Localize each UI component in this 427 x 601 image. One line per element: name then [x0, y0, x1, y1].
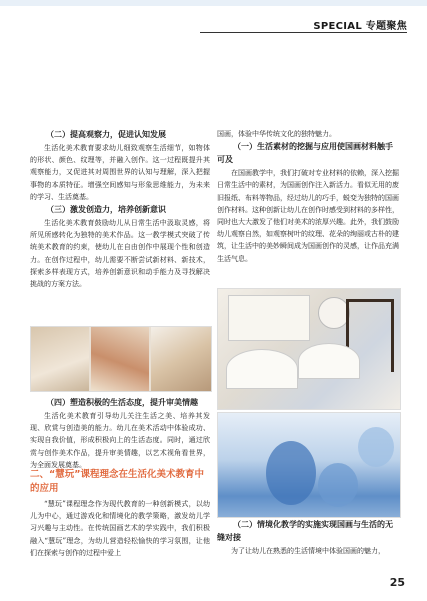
page-number: 25 — [389, 576, 405, 589]
blue-white-exhibit-photo — [217, 412, 401, 518]
section-3-title: （三）激发创造力，培养创新意识 — [46, 204, 166, 215]
blue-panel — [358, 427, 394, 467]
left-column-mid — [30, 396, 210, 471]
subsection-1-body: 在国画教学中，我们打破对专业材料的依赖，深入挖掘日常生活中的素材，为国画创作注入新活力。看似无用的废旧报纸、布料等物品，经过幼儿的巧手，蜕变为独特的国画创作材料。这种创新让幼儿在创作时感受到材料的多样性，同时也大大激发了他们对美术的浓厚兴趣。此外，我们鼓励幼儿观察自然，如观察树叶的纹理、花朵的绚丽或古朴的建筑，让生活中的美妙瞬间成为国画创作的灵感，让作品充满生活气息。 — [217, 169, 399, 263]
photo-panel-3 — [151, 327, 211, 391]
blue-sculpture — [266, 441, 316, 505]
section-2-title: （二）提高观察力，促进认知发展 — [46, 129, 166, 139]
ink-painting-exhibit-photo — [217, 288, 401, 410]
section-2-body: 生活化美术教育要求幼儿细致观察生活细节，如物体的形状、颜色、纹理等，并融入创作。这一过程既提升其观察能力，又促进其对周围世界的认知与理解，深入把握事物的本质特征。增强空间感知与形象思维能力，为未来的学习、生活奠基。 — [30, 144, 210, 201]
right-column — [217, 128, 399, 265]
left-column — [30, 128, 210, 290]
header-rule — [200, 32, 407, 33]
subsection-2-body: 为了让幼儿在熟悉的生活情境中体验国画的魅力， — [231, 547, 385, 555]
blue-vase — [318, 463, 358, 507]
right-column-bottom — [217, 518, 399, 557]
hanging-scroll — [228, 295, 310, 341]
header-stripe — [0, 0, 427, 6]
section-4-body: 生活化美术教育引导幼儿关注生活之美、培养其发现、欣赏与创造美的能力。幼儿在美术活动中体验成功、实现自我价值，形成积极向上的生活态度。同时，通过欣赏与创作美术作品，提升审美情趣，以艺术视角看世界，为全面发展奠基。 — [30, 412, 210, 469]
header-special: SPECIAL — [313, 21, 362, 32]
photo-panel-2 — [91, 327, 149, 391]
page-header — [0, 0, 427, 34]
intro-body: “慧玩”课程理念作为现代教育的一种创新模式，以幼儿为中心，通过游戏化和情境化的教学策略，激发幼儿学习兴趣与主动性。在传统国画艺术的学实践中，我们积极融入“慧玩”理念，为幼儿营造轻松愉快的学习氛围，让他们在探索与创作的过程中爱上 — [30, 500, 210, 557]
left-column-bottom — [30, 498, 210, 559]
header-column-name: 专题聚焦 — [365, 21, 407, 32]
section-4-title: （四）塑造积极的生活态度，提升审美情趣 — [46, 397, 198, 407]
painted-fan-1 — [226, 349, 298, 389]
header-title — [313, 17, 407, 32]
carry-over-text: 国画，体验中华传统文化的独特魅力。 — [217, 130, 336, 138]
children-painting-photo — [30, 326, 212, 392]
subsection-2-title: （二）情境化教学的实施实现国画与生活的无缝对接 — [217, 519, 393, 542]
section-3-body: 生活化美术教育鼓励幼儿从日常生活中汲取灵感，将所见所感转化为独特的美术作品。这一教学模式突破了传统美术教育的约束，使幼儿在自由创作中展现个性和创造力。在创作过程中，幼儿需要不断尝试新材料、新技术，探索多样表现方式，培养创新意识和动手能力及寻找解决挑战的方案方法。 — [30, 219, 210, 289]
part-2-heading-text: 二、“慧玩”课程理念在生活化美术教育中的应用 — [30, 469, 204, 494]
subsection-1-title: （一）生活素材的挖掘与应用使国画材料触手可及 — [217, 141, 393, 165]
part-2-heading — [30, 468, 210, 496]
painted-fan-2 — [298, 343, 360, 379]
photo-panel-1 — [31, 327, 89, 391]
